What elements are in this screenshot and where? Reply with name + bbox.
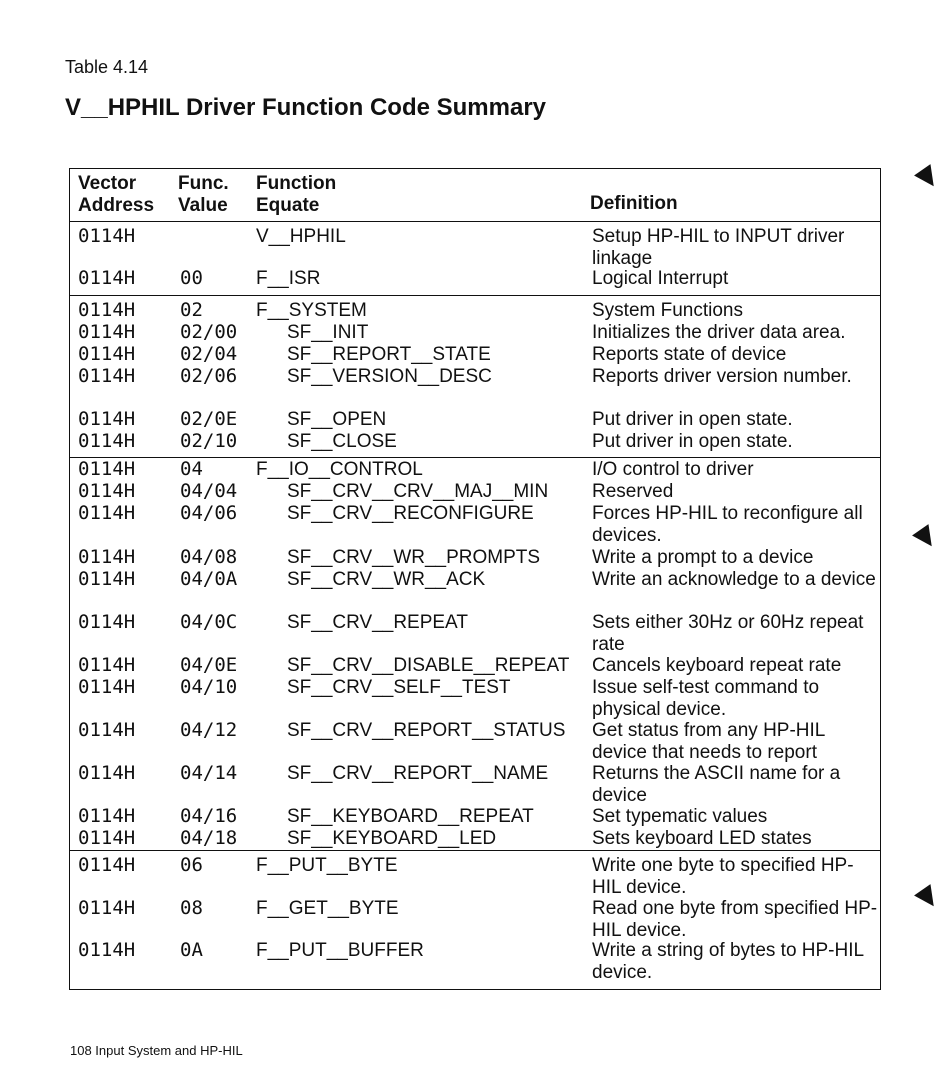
vector-address-cell: 0114H [78,408,136,430]
vector-address-cell: 0114H [78,854,136,876]
vector-address-cell: 0114H [78,365,136,387]
section-divider [70,850,880,851]
vector-address-cell: 0114H [78,897,136,919]
func-value-cell: 04/0A [180,568,238,590]
vector-address-cell: 0114H [78,430,136,452]
func-value-cell: 04/0C [180,611,238,633]
func-value-cell: 02 [180,299,203,321]
function-equate-cell: SF__CLOSE [287,431,397,452]
definition-cell: Get status from any HP-HIL device that needs to report [592,720,825,763]
func-value-cell: 0A [180,939,203,961]
function-equate-cell: SF__INIT [287,322,369,343]
function-equate-cell: SF__CRV__DISABLE__REPEAT [287,655,570,676]
func-value-cell: 02/10 [180,430,238,452]
section-divider [70,295,880,296]
function-equate-cell: SF__CRV__WR__PROMPTS [287,547,541,568]
vector-address-cell: 0114H [78,939,136,961]
definition-cell: Sets either 30Hz or 60Hz repeat rate [592,612,864,655]
vector-address-cell: 0114H [78,611,136,633]
function-equate-cell: SF__CRV__REPORT__NAME [287,763,549,784]
vector-address-cell: 0114H [78,225,136,247]
vector-address-cell: 0114H [78,827,136,849]
vector-address-cell: 0114H [78,568,136,590]
function-equate-cell: F__PUT__BUFFER [256,940,424,961]
header-definition: Definition [590,193,678,214]
definition-cell: Logical Interrupt [592,268,729,289]
margin-mark [914,884,942,912]
definition-cell: Write a string of bytes to HP-HIL device. [592,940,864,983]
func-value-cell: 02/04 [180,343,238,365]
definition-cell: Cancels keyboard repeat rate [592,655,842,676]
header-vector-address: Vector Address [78,173,155,216]
func-value-cell: 04/18 [180,827,238,849]
header-func-value: Func. Value [178,173,229,216]
page-title: V__HPHIL Driver Function Code Summary [65,94,547,121]
function-equate-cell: SF__VERSION__DESC [287,366,492,387]
function-equate-cell: SF__CRV__REPORT__STATUS [287,720,566,741]
func-value-cell: 04/0E [180,654,238,676]
vector-address-cell: 0114H [78,343,136,365]
function-code-table [69,168,881,990]
table-caption: Table 4.14 [65,57,149,77]
function-equate-cell: SF__CRV__REPEAT [287,612,468,633]
definition-cell: Write a prompt to a device [592,547,814,568]
function-equate-cell: V__HPHIL [256,226,346,247]
func-value-cell: 02/06 [180,365,238,387]
function-equate-cell: F__IO__CONTROL [256,459,423,480]
func-value-cell: 04/10 [180,676,238,698]
vector-address-cell: 0114H [78,299,136,321]
vector-address-cell: 0114H [78,321,136,343]
function-equate-cell: F__GET__BYTE [256,898,399,919]
margin-mark [914,164,942,192]
function-equate-cell: SF__KEYBOARD__LED [287,828,497,849]
function-equate-cell: SF__CRV__CRV__MAJ__MIN [287,481,549,502]
function-equate-cell: F__ISR [256,268,321,289]
function-equate-cell: SF__REPORT__STATE [287,344,491,365]
func-value-cell: 02/00 [180,321,238,343]
function-equate-cell: F__SYSTEM [256,300,367,321]
function-equate-cell: SF__OPEN [287,409,387,430]
function-equate-cell: SF__CRV__SELF__TEST [287,677,511,698]
func-value-cell: 04/06 [180,502,238,524]
func-value-cell: 00 [180,267,203,289]
margin-mark [912,524,940,552]
func-value-cell: 04/08 [180,546,238,568]
func-value-cell: 04/04 [180,480,238,502]
func-value-cell: 04 [180,458,203,480]
vector-address-cell: 0114H [78,654,136,676]
vector-address-cell: 0114H [78,480,136,502]
definition-cell: Read one byte from specified HP-HIL device. [592,898,878,941]
definition-cell: Write an acknowledge to a device [592,569,876,590]
vector-address-cell: 0114H [78,762,136,784]
func-value-cell: 08 [180,897,203,919]
vector-address-cell: 0114H [78,267,136,289]
definition-cell: Reports state of device [592,344,787,365]
vector-address-cell: 0114H [78,546,136,568]
definition-cell: Reserved [592,481,674,502]
definition-cell: I/O control to driver [592,459,754,480]
definition-cell: Returns the ASCII name for a device [592,763,841,806]
vector-address-cell: 0114H [78,805,136,827]
definition-cell: Put driver in open state. [592,409,793,430]
vector-address-cell: 0114H [78,719,136,741]
func-value-cell: 06 [180,854,203,876]
header-divider [70,221,880,222]
definition-cell: Write one byte to specified HP-HIL device. [592,855,854,898]
func-value-cell: 04/12 [180,719,238,741]
vector-address-cell: 0114H [78,676,136,698]
definition-cell: Put driver in open state. [592,431,793,452]
page-footer: 108 Input System and HP-HIL [70,1043,243,1058]
definition-cell: Setup HP-HIL to INPUT driver linkage [592,226,845,269]
vector-address-cell: 0114H [78,458,136,480]
function-equate-cell: SF__CRV__WR__ACK [287,569,486,590]
definition-cell: Issue self-test command to physical device. [592,677,820,720]
definition-cell: System Functions [592,300,743,321]
header-function-equate: Function Equate [256,173,337,216]
definition-cell: Forces HP-HIL to reconfigure all devices. [592,503,863,546]
function-equate-cell: SF__KEYBOARD__REPEAT [287,806,534,827]
definition-cell: Set typematic values [592,806,768,827]
func-value-cell: 04/16 [180,805,238,827]
func-value-cell: 04/14 [180,762,238,784]
function-equate-cell: SF__CRV__RECONFIGURE [287,503,534,524]
definition-cell: Sets keyboard LED states [592,828,812,849]
definition-cell: Reports driver version number. [592,366,852,387]
definition-cell: Initializes the driver data area. [592,322,846,343]
func-value-cell: 02/0E [180,408,238,430]
vector-address-cell: 0114H [78,502,136,524]
function-equate-cell: F__PUT__BYTE [256,855,398,876]
